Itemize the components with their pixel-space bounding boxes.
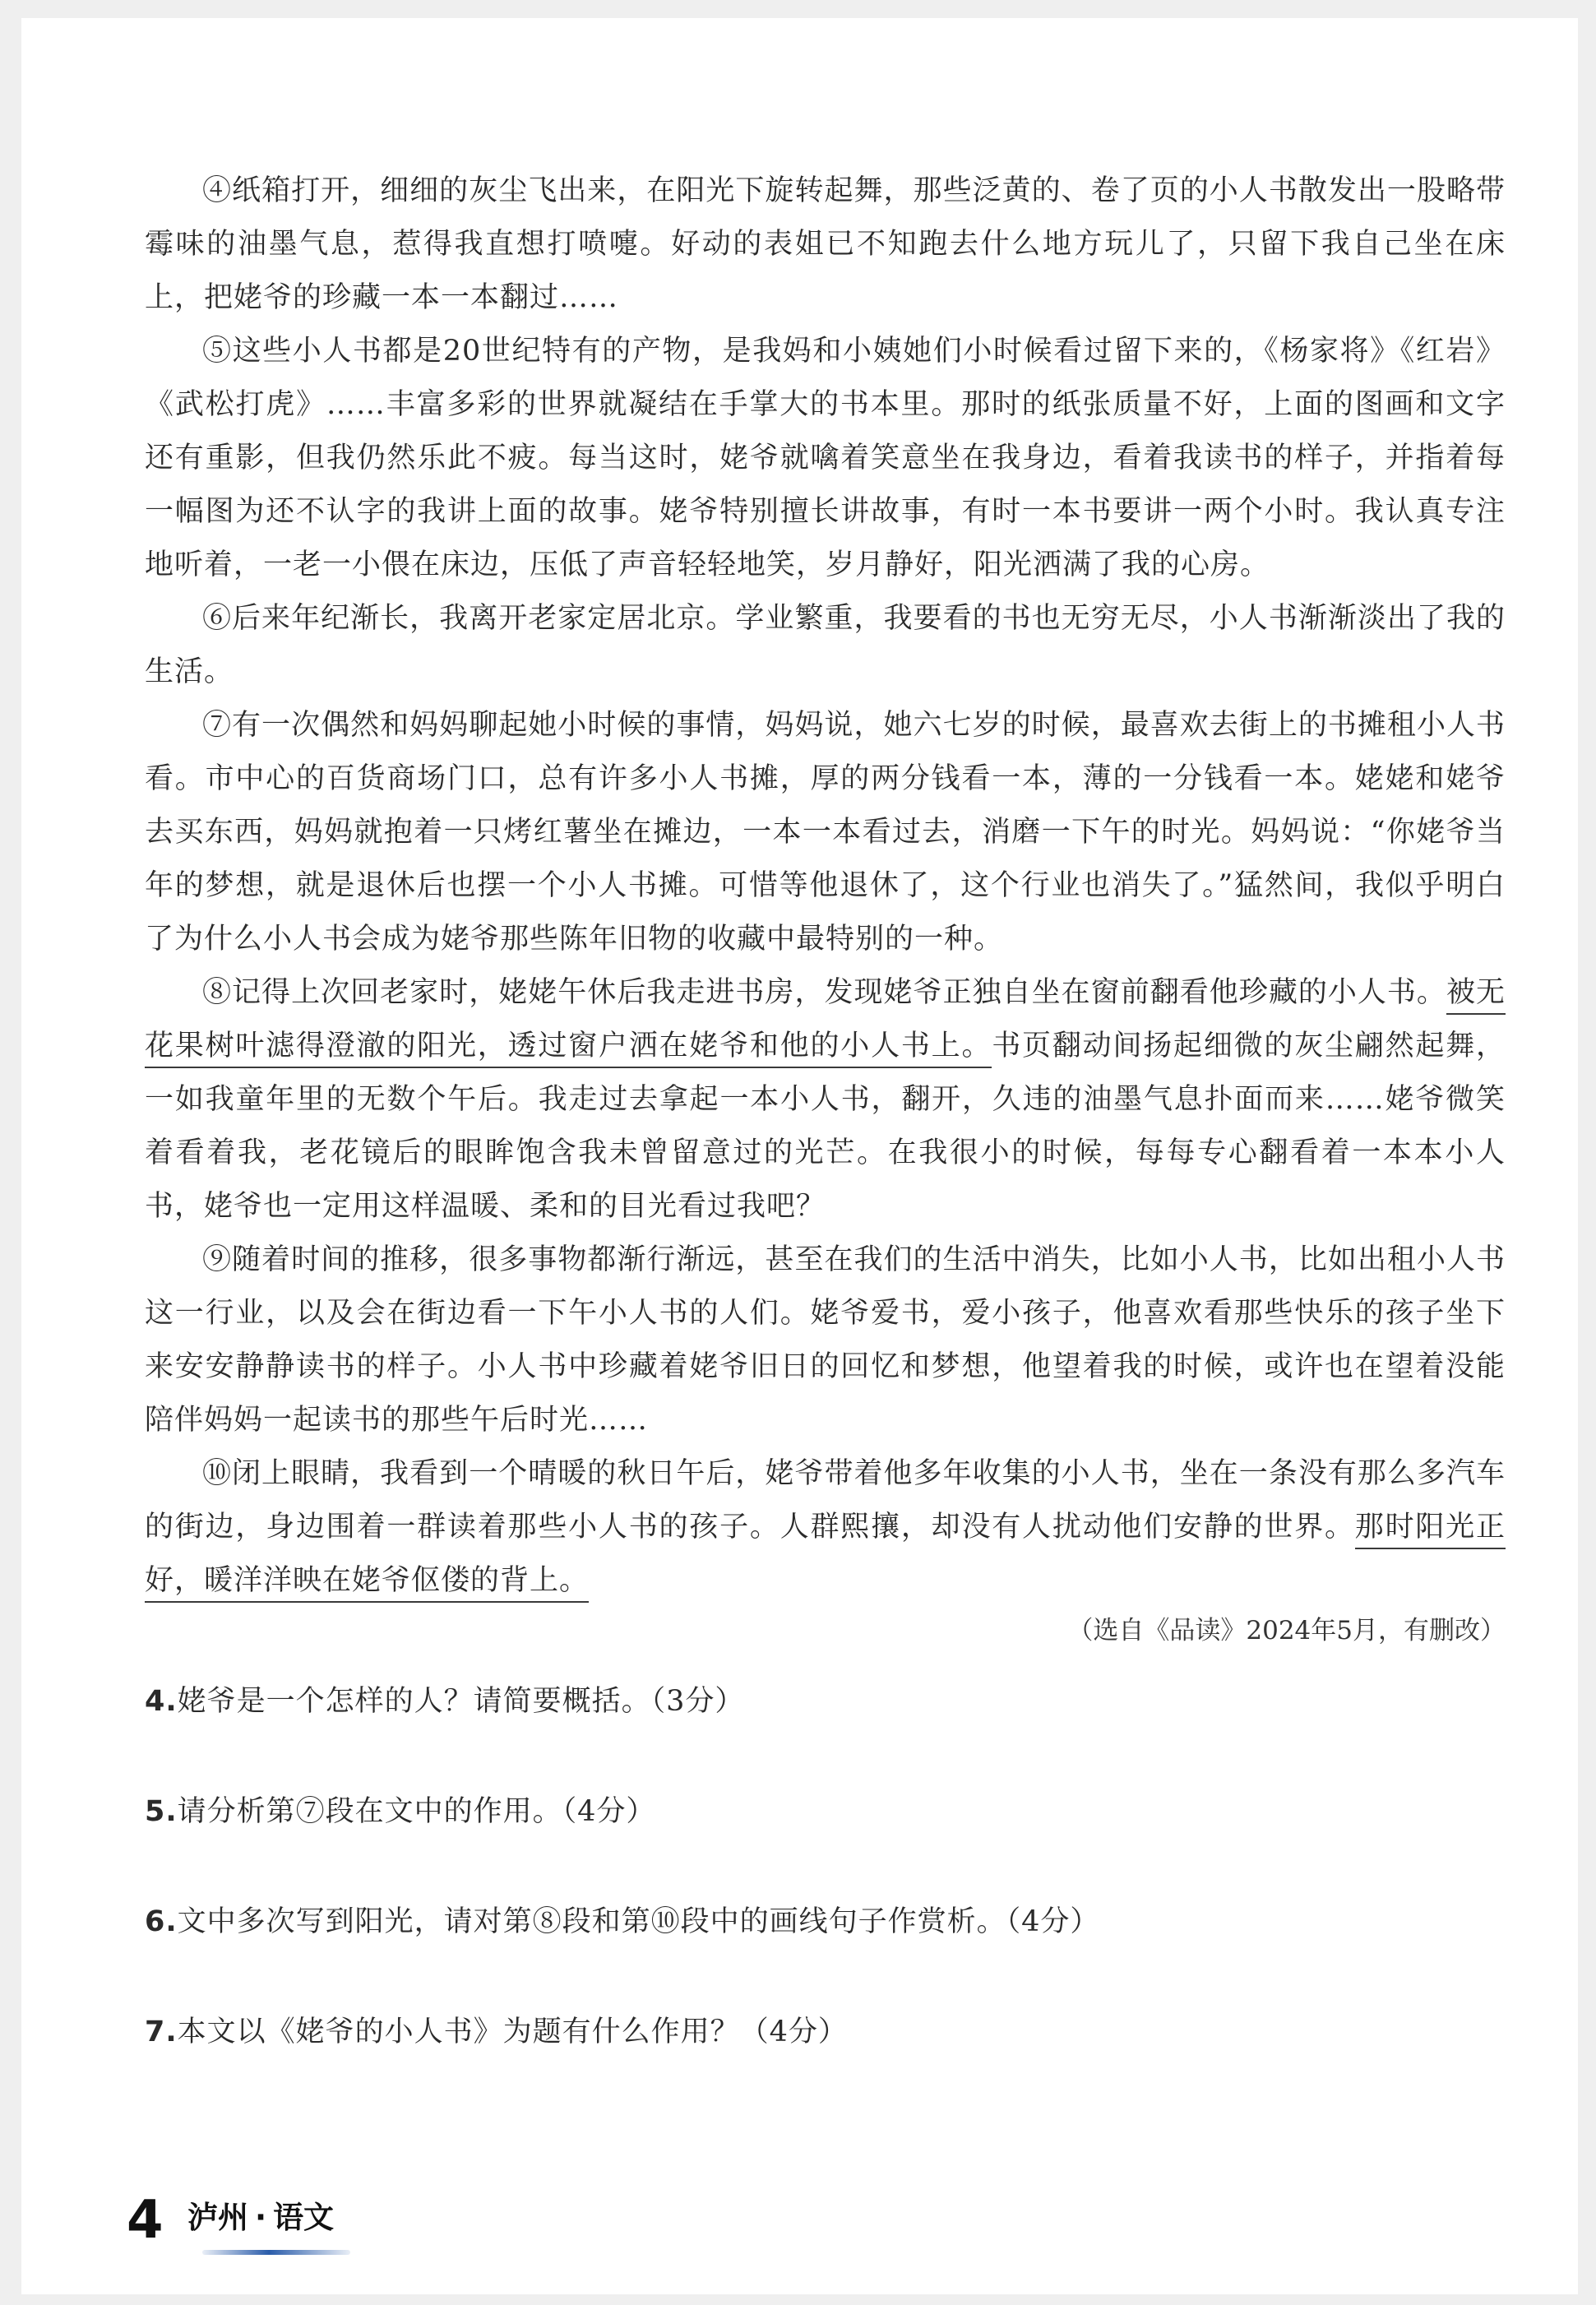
question-6 [145,1902,1506,1942]
question-list [145,1682,1506,2052]
question-text: 请分析第⑦段在文中的作用。（4分） [177,1795,656,1828]
exam-page [21,18,1578,2294]
question-number: 4. [145,1685,178,1718]
source-citation: （选自《品读》2024年5月，有删改） [1067,1616,1506,1645]
underlined-sentence-paragraph-10: 那时阳光正好，暖洋洋映在姥爷伛偻的背上。 [145,1511,1506,1603]
question-text: 本文以《姥爷的小人书》为题有什么作用？（4分） [177,2016,848,2048]
paragraph-8-rest: 书页翻动间扬起细微的灰尘翩然起舞，一如我童年里的无数个午后。我走过去拿起一本小人书，翻开，久违的油墨气息扑面而来……姥爷微笑着看着我，老花镜后的眼眸饱含我未曾留意过的光芒。在我很小的时候，每每专心翻看着一本本小人书，姥爷也一定用这样温暖、柔和的目光看过我吧？ [145,1030,1506,1223]
question-5 [145,1792,1506,1831]
paragraph-4: ④纸箱打开，细细的灰尘飞出来，在阳光下旋转起舞，那些泛黄的、卷了页的小人书散发出一股略带霉味的油墨气息，惹得我直想打喷嚏。好动的表姐已不知跑去什么地方玩儿了，只留下我自己坐在床上，把姥爷的珍藏一本一本翻过…… [145,174,1506,314]
page-number: 4 [127,2190,164,2251]
subject-label: 语文 [273,2200,335,2235]
paragraph-6: ⑥后来年纪渐长，我离开老家定居北京。学业繁重，我要看的书也无穷无尽，小人书渐渐淡出了我的生活。 [145,602,1506,688]
separator-dot: · [255,2200,267,2235]
paragraph-8-lead: ⑧记得上次回老家时，姥姥午休后我走进书房，发现姥爷正独自坐在窗前翻看他珍藏的小人书。 [202,976,1446,1009]
underlined-sentence-paragraph-8: 被无花果树叶滤得澄澈的阳光，透过窗户洒在姥爷和他的小人书上。 [145,976,1506,1068]
footer-accent-bar [202,2250,350,2255]
question-text: 文中多次写到阳光，请对第⑧段和第⑩段中的画线句子作赏析。（4分） [177,1905,1100,1938]
city-label: 泸州 [187,2200,248,2235]
paragraph-5: ⑤这些小人书都是20世纪特有的产物，是我妈和小姨她们小时候看过留下来的，《杨家将》《红岩》《武松打虎》……丰富多彩的世界就凝结在手掌大的书本里。那时的纸张质量不好，上面的图画和文字还有重影，但我仍然乐此不疲。每当这时，姥爷就噙着笑意坐在我身边，看着我读书的样子，并指着每一幅图为还不认字的我讲上面的故事。姥爷特别擅长讲故事，有时一本书要讲一两个小时。我认真专注地听着，一老一小偎在床边，压低了声音轻轻地笑，岁月静好，阳光洒满了我的心房。 [145,335,1506,581]
paragraph-7: ⑦有一次偶然和妈妈聊起她小时候的事情，妈妈说，她六七岁的时候，最喜欢去街上的书摊租小人书看。市中心的百货商场门口，总有许多小人书摊，厚的两分钱看一本，薄的一分钱看一本。姥姥和姥爷去买东西，妈妈就抱着一只烤红薯坐在摊边，一本一本看过去，消磨一下午的时光。妈妈说：“你姥爷当年的梦想，就是退休后也摆一个小人书摊。可惜等他退休了，这个行业也消失了。”猛然间，我似乎明白了为什么小人书会成为姥爷那些陈年旧物的收藏中最特别的一种。 [145,709,1506,956]
question-4 [145,1682,1506,1721]
question-number: 5. [145,1795,178,1828]
question-number: 7. [145,2016,178,2048]
question-text: 姥爷是一个怎样的人？请简要概括。（3分） [177,1685,745,1718]
section-label [187,2197,334,2238]
paragraph-10-lead: ⑩闭上眼睛，我看到一个晴暖的秋日午后，姥爷带着他多年收集的小人书，坐在一条没有那么多汽车的街边，身边围着一群读着那些小人书的孩子。人群熙攘，却没有人扰动他们安静的世界。 [145,1457,1506,1544]
question-7 [145,2012,1506,2052]
reading-passage [145,164,1506,2122]
question-number: 6. [145,1905,178,1938]
paragraph-10 [145,1447,1506,1608]
paragraph-8 [145,966,1506,1233]
paragraph-9: ⑨随着时间的推移，很多事物都渐行渐远，甚至在我们的生活中消失，比如小人书，比如出租小人书这一行业，以及会在街边看一下午小人书的人们。姥爷爱书，爱小孩子，他喜欢看那些快乐的孩子坐下来安安静静读书的样子。小人书中珍藏着姥爷旧日的回忆和梦想，他望着我的时候，或许也在望着没能陪伴妈妈一起读书的那些午后时光…… [145,1243,1506,1437]
